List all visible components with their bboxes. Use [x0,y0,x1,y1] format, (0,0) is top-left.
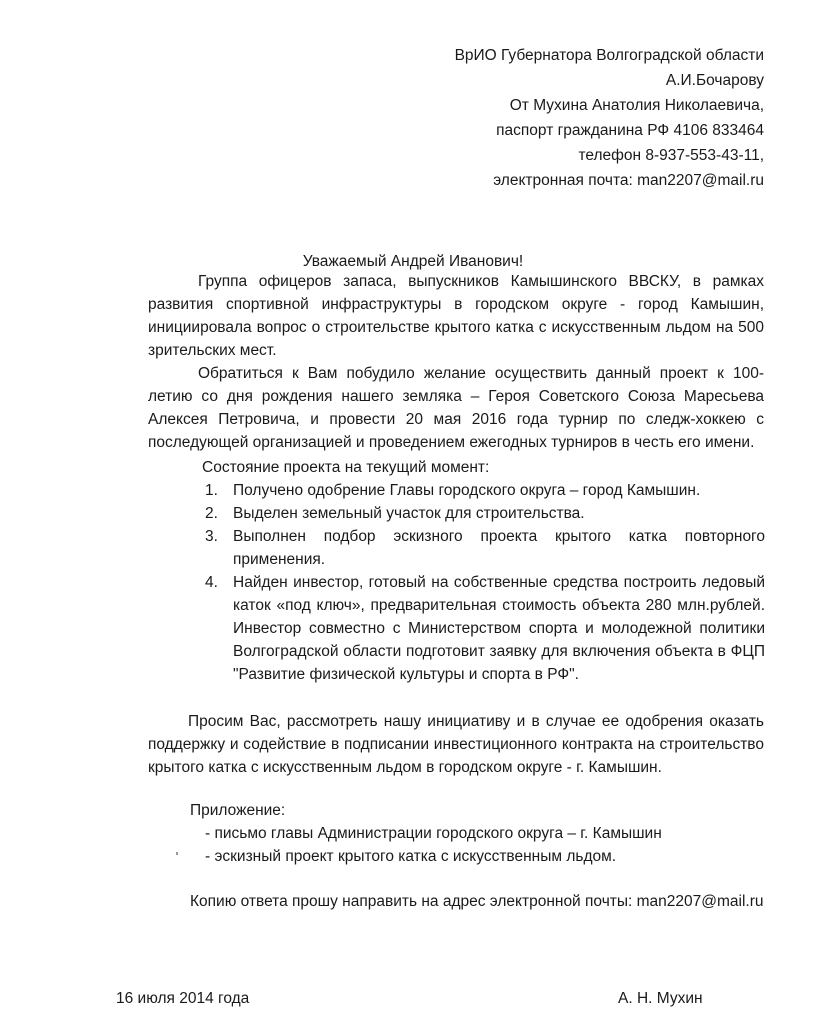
letter-body [148,270,764,454]
body-paragraph: Обратиться к Вам побудило желание осуществить данный проект к 100-летию со дня рождения нашего земляка – Героя Советского Союза Маресьева Алексея Петровича, и провести 20 мая 2016 года турнир по следж-хоккею с последующей организацией и проведением ежегодных турниров в честь его имени. [148,365,764,451]
list-text: Найден инвестор, готовый на собственные средства построить ледовый каток «под ключ», предварительная стоимость объекта 280 млн.рублей. Инвестор совместно с Министерством спорта и молодежной политики Волгоградской области подготовит заявку для включения объекта в ФЦП "Развитие физической культуры и спорта в РФ". [233,574,765,683]
list-number: 4. [205,574,218,591]
salutation: Уважаемый Андрей Иванович! [302,253,524,270]
list-text: Выполнен подбор эскизного проекта крытого катка повторного применения. [233,528,765,568]
addressee-block [344,43,764,193]
sender-line: электронная почта: man2207@mail.ru [493,172,764,189]
body-paragraph: Группа офицеров запаса, выпускников Камышинского ВВСКУ, в рамках развития спортивной инфраструктуры в городском округе - город Камышин, инициировала вопрос о строительстве крытого катка с искусственным льдом на 500 зрительских мест. [148,273,764,359]
list-number: 1. [205,482,218,499]
status-title: Состояние проекта на текущий момент: [202,459,490,476]
letter-date: 16 июля 2014 года [116,990,250,1007]
list-number: 2. [205,505,218,522]
list-text: Получено одобрение Главы городского округа – город Камышин. [233,482,701,499]
sender-line: телефон 8-937-553-43-11, [578,147,764,164]
request-paragraph: Просим Вас, рассмотреть нашу инициативу и в случае ее одобрения оказать поддержку и содействие в подписании инвестиционного контракта на строительство крытого катка с искусственным льдом в городском округе - г. Камышин. [148,713,764,776]
status-list [205,479,765,686]
sender-line: От Мухина Анатолия Николаевича, [509,97,764,114]
sender-line: паспорт гражданина РФ 4106 833464 [496,122,764,139]
attachment-item: - письмо главы Администрации городского округа – г. Камышин [205,825,662,842]
signature-name: А. Н. Мухин [618,990,703,1007]
list-item [205,571,765,686]
addressee-line: А.И.Бочарову [665,72,764,89]
scan-artifact [176,852,178,855]
addressee-line: ВрИО Губернатора Волгоградской области [454,47,764,64]
list-text: Выделен земельный участок для строительства. [233,505,585,522]
attachments-title: Приложение: [190,802,286,819]
attachments-list [205,822,662,868]
list-item [205,479,765,502]
copy-request-line: Копию ответа прошу направить на адрес электронной почты: man2207@mail.ru [190,893,764,910]
list-item [205,502,765,525]
list-number: 3. [205,528,218,545]
attachment-item: - эскизный проект крытого катка с искусственным льдом. [205,848,617,865]
list-item [205,525,765,571]
